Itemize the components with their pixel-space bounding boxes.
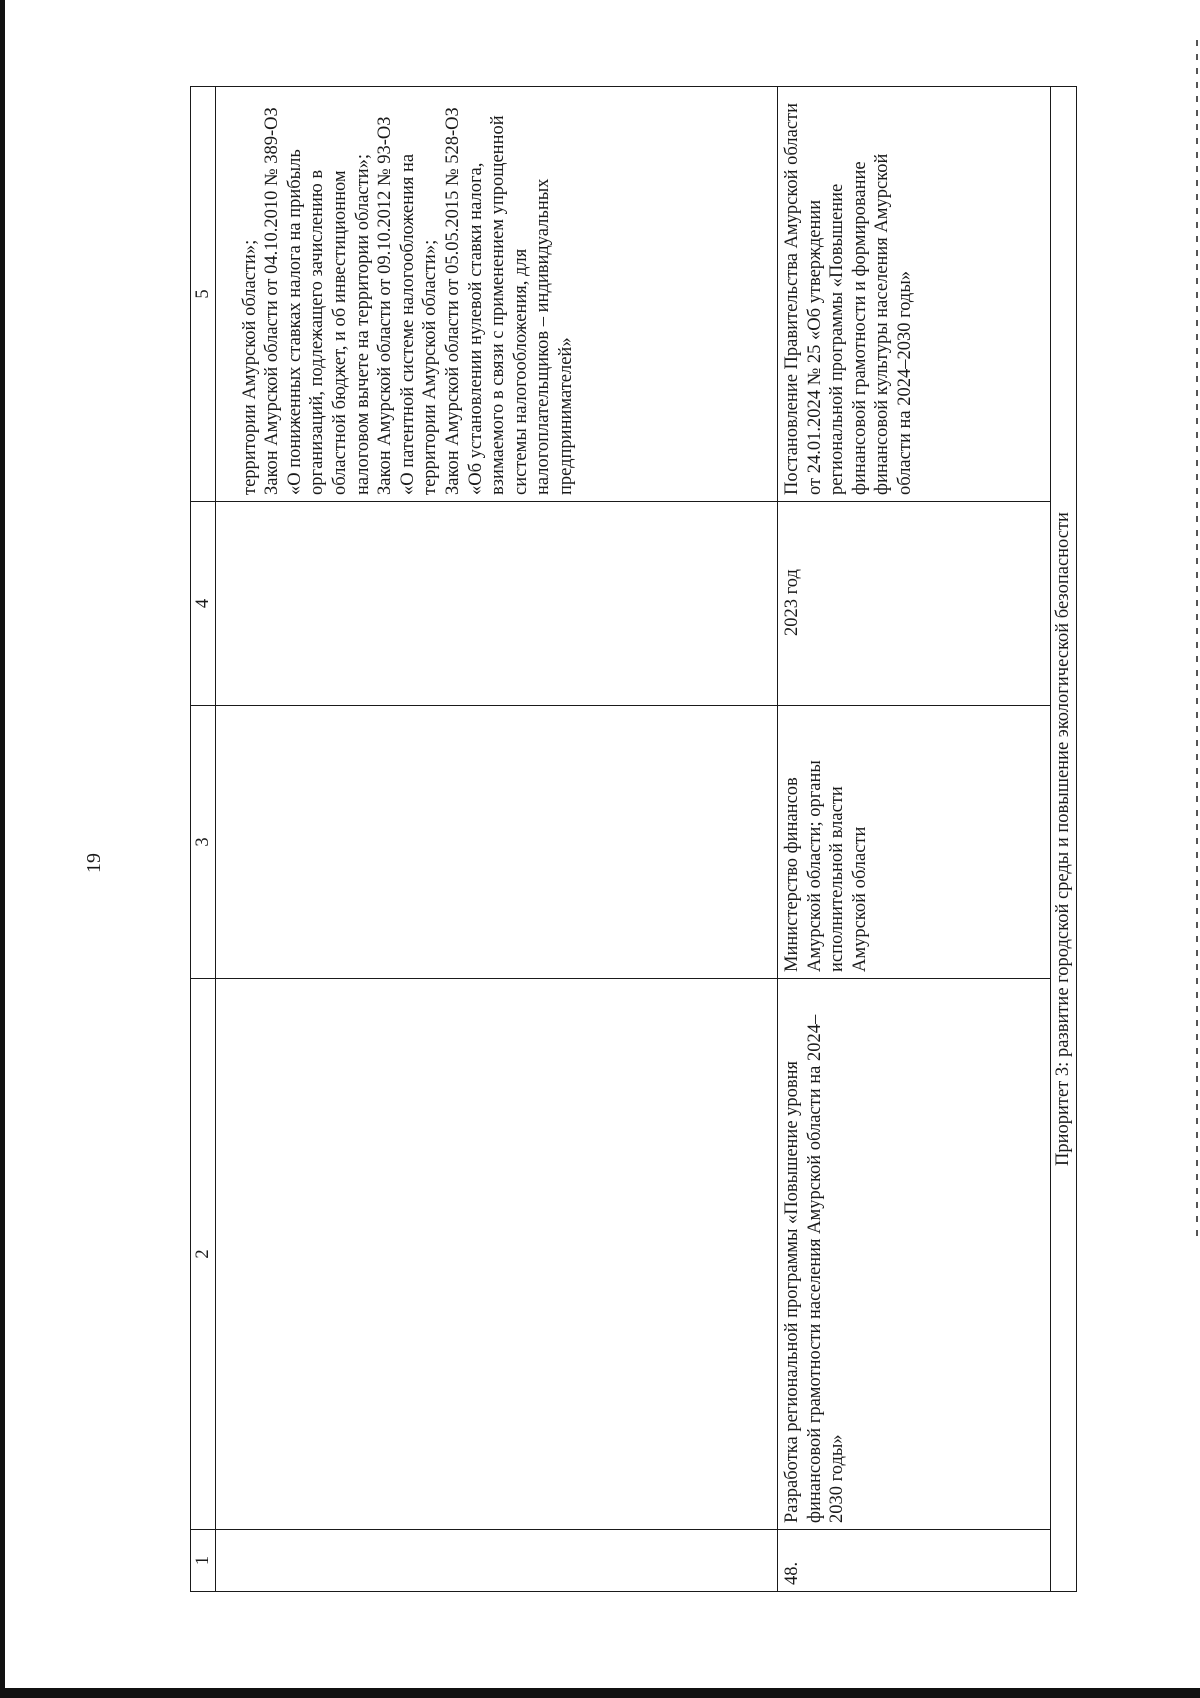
column-number-1: 1 bbox=[191, 1530, 216, 1592]
scan-edge-bottom bbox=[0, 1688, 1200, 1698]
scan-edge-right bbox=[1196, 40, 1198, 1240]
table-row bbox=[778, 87, 1051, 1592]
rotated-table-sheet bbox=[190, 87, 1076, 1592]
responsible-cell bbox=[216, 706, 778, 979]
page-number: 19 bbox=[83, 853, 105, 873]
legal-acts-text: территории Амурской области»; Закон Амурской области от 04.10.2010 № 389-ОЗ «О пониженных ставках налога на прибыль организаций, подлежащего зачислению в областной бюджет, и об инвестиционном налоговом вычете на территории области»; Закон Амурской области от 09.10.2012 № 93-ОЗ «О патентной системе налогообложения на территории Амурской области»; Закон Амурской области от 05.05.2015 № 528-ОЗ «Об установлении нулевой ставки налога, взимаемого в связи с применением упрощенной системы налогообложения, для налогоплательщиков – индивидуальных предпринимателей» bbox=[239, 107, 576, 495]
table-row bbox=[216, 87, 778, 1592]
responsible-cell: Министерство финансов Амурской области; органы исполнительной власти Амурской области bbox=[778, 706, 1051, 979]
row-number-cell: 48. bbox=[778, 1530, 1051, 1592]
legal-acts-cell bbox=[216, 87, 778, 502]
column-number-4: 4 bbox=[191, 502, 216, 706]
row-number-cell bbox=[216, 1530, 778, 1592]
column-number-3: 3 bbox=[191, 706, 216, 979]
column-number-5: 5 bbox=[191, 87, 216, 502]
legal-acts-cell: Постановление Правительства Амурской области от 24.01.2024 № 25 «Об утверждении региональной программы «Повышение финансовой грамотности и формирование финансовой культуры населения Амурской области на 2024–2030 годы» bbox=[778, 87, 1051, 502]
measures-table bbox=[190, 86, 1077, 1592]
deadline-cell bbox=[216, 502, 778, 706]
measure-cell: Разработка региональной программы «Повышение уровня финансовой грамотности населения Амурской области на 2024–2030 годы» bbox=[778, 979, 1051, 1530]
priority-heading: Приоритет 3: развитие городской среды и повышение экологической безопасности bbox=[1051, 87, 1077, 1592]
measure-cell bbox=[216, 979, 778, 1530]
column-number-row bbox=[191, 87, 216, 1592]
column-number-2: 2 bbox=[191, 979, 216, 1530]
priority-row bbox=[1051, 87, 1077, 1592]
scan-edge-left bbox=[0, 0, 5, 1698]
deadline-cell: 2023 год bbox=[778, 502, 1051, 706]
